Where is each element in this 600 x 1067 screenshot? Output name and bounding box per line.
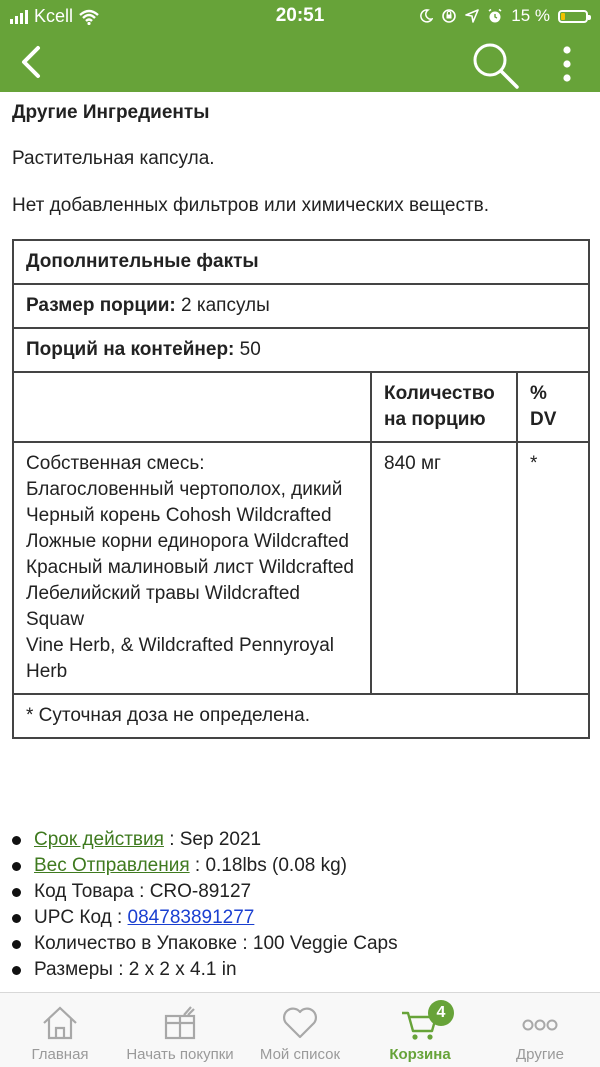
meta-upc [12, 905, 398, 931]
carrier-label: Kcell [34, 6, 74, 26]
ingredients-cell [13, 442, 371, 694]
ingredient-line-1: Растительная капсула. [12, 148, 215, 169]
meta-dimensions: Размеры : 2 x 2 x 4.1 in [12, 957, 398, 983]
meta-quantity: Количество в Упаковке : 100 Veggie Caps [12, 931, 398, 957]
expiry-value: : Sep 2021 [163, 829, 262, 850]
meta-weight [12, 853, 398, 879]
orientation-lock-icon [441, 8, 457, 24]
expiry-link[interactable]: Срок действия [34, 829, 164, 850]
col-amount-header: Количество на порцию [371, 372, 517, 442]
tab-home[interactable] [0, 993, 120, 1067]
search-icon[interactable] [468, 38, 522, 92]
dv-cell: * [517, 442, 589, 694]
upc-label: UPC Код : [34, 907, 128, 928]
servings-row [13, 328, 589, 372]
supplement-facts-table [12, 239, 590, 739]
serving-size-value: 2 капсулы [175, 295, 270, 316]
heart-icon [280, 1003, 320, 1043]
cart-badge: 4 [428, 1000, 454, 1026]
empty-header-cell [13, 372, 371, 442]
ingredient-item: Vine Herb, & Wildcrafted Pennyroyal Herb [26, 635, 335, 682]
more-vertical-icon[interactable] [553, 44, 581, 84]
alarm-icon [487, 8, 503, 24]
tab-home-label: Главная [31, 1046, 89, 1063]
ingredient-item: Собственная смесь: [26, 453, 205, 474]
facts-footnote: * Суточная доза не определена. [13, 694, 589, 738]
more-horizontal-icon [520, 1003, 560, 1043]
app-bar [0, 32, 600, 92]
servings-label: Порций на контейнер: [26, 339, 235, 360]
battery-percent: 15 % [511, 6, 550, 25]
tab-bar [0, 992, 600, 1067]
ingredient-item: Красный малиновый лист Wildcrafted [26, 557, 354, 578]
tab-wishlist-label: Мой список [259, 1046, 341, 1063]
serving-size-label: Размер порции: [26, 295, 176, 316]
gift-icon [160, 1003, 200, 1043]
ingredient-item: Благословенный чертополох, дикий [26, 479, 343, 500]
tab-shop-label: Начать покупки [126, 1046, 234, 1063]
servings-value: 50 [234, 339, 261, 360]
shipping-weight-link[interactable]: Вес Отправления [34, 855, 190, 876]
col-dv-header: % DV [517, 372, 589, 442]
tab-wishlist[interactable] [240, 993, 360, 1067]
facts-header: Дополнительные факты [13, 240, 589, 284]
tab-shop[interactable] [120, 993, 240, 1067]
meta-expiry [12, 827, 398, 853]
clock: 20:51 [275, 5, 325, 26]
tab-cart[interactable] [360, 993, 480, 1067]
battery-icon [558, 10, 588, 23]
product-meta-list [12, 827, 398, 983]
tab-more-label: Другие [515, 1046, 565, 1063]
moon-icon [419, 9, 433, 23]
section-title: Другие Ингредиенты [12, 102, 210, 123]
status-bar [0, 0, 600, 32]
home-icon [40, 1003, 80, 1043]
tab-cart-label: Корзина [389, 1046, 451, 1063]
ingredient-item: Лебелийский травы Wildcrafted Squaw [26, 583, 300, 630]
weight-value: : 0.18lbs (0.08 kg) [189, 855, 348, 876]
ingredient-item: Черный корень Cohosh Wildcrafted [26, 505, 332, 526]
location-icon [465, 9, 479, 23]
back-icon[interactable] [14, 44, 50, 80]
tab-more[interactable] [480, 993, 600, 1067]
ingredient-line-2: Нет добавленных фильтров или химических веществ. [12, 195, 490, 216]
serving-size-row [13, 284, 589, 328]
amount-cell: 840 мг [371, 442, 517, 694]
meta-code: Код Товара : CRO-89127 [12, 879, 398, 905]
ingredient-item: Ложные корни единорога Wildcrafted [26, 531, 349, 552]
upc-link[interactable]: 084783891277 [127, 907, 255, 928]
